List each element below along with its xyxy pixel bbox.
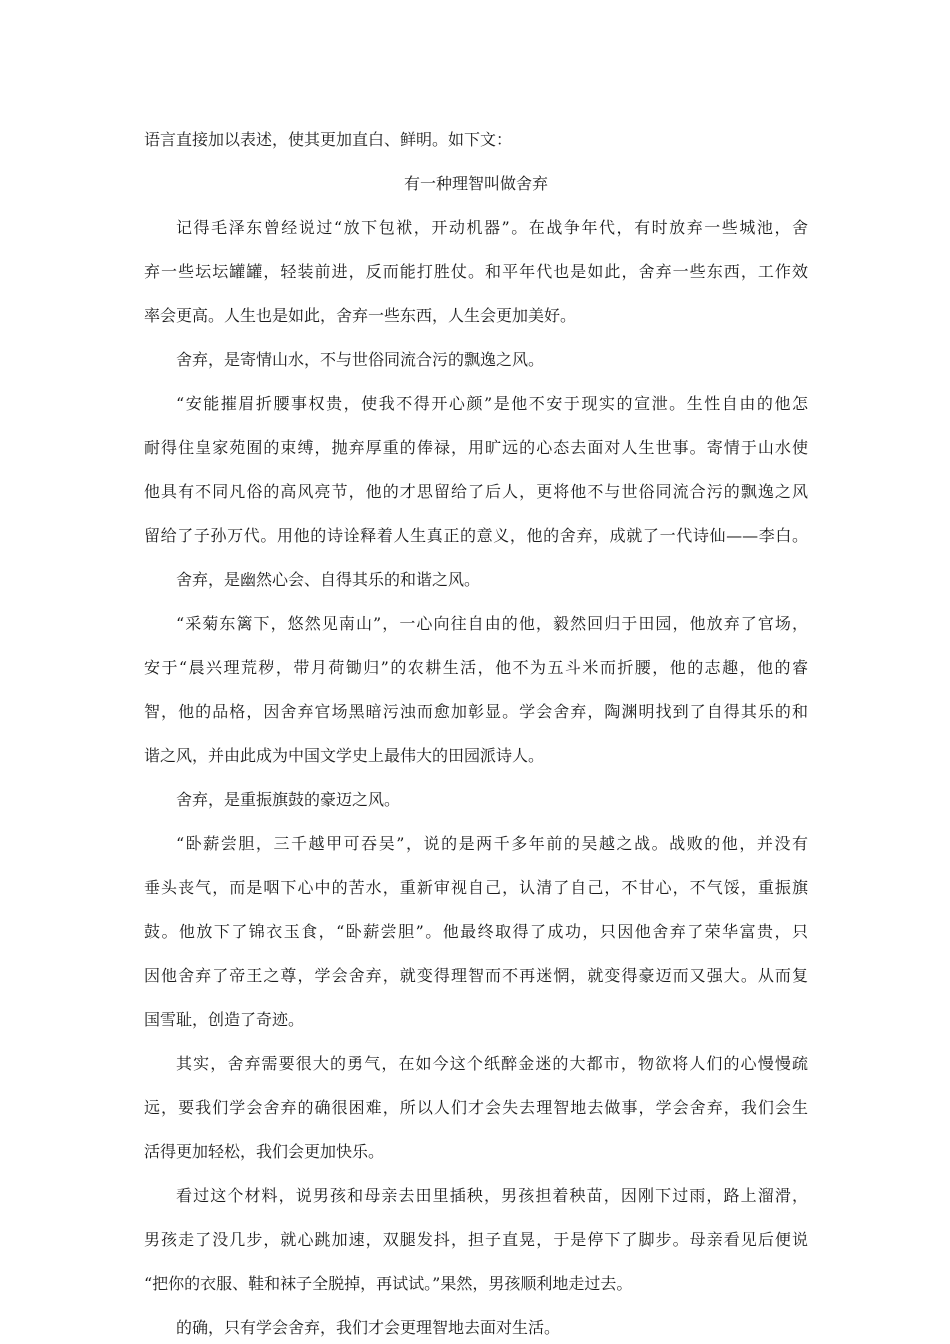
text-line: 鼓。他放下了锦衣玉食，“卧薪尝胆”。他最终取得了成功，只因他舍弃了荣华富贵，只	[144, 922, 808, 941]
text-line: 看过这个材料，说男孩和母亲去田里插秧，男孩担着秧苗，因刚下过雨，路上溜滑，	[176, 1186, 808, 1205]
text-line: 安于“晨兴理荒秽，带月荷锄归”的农耕生活，他不为五斗米而折腰，他的志趣，他的睿	[144, 658, 808, 677]
text-line: 其实，舍弃需要很大的勇气，在如今这个纸醉金迷的大都市，物欲将人们的心慢慢疏	[176, 1054, 808, 1073]
text-line: 男孩走了没几步，就心跳加速，双腿发抖，担子直晃，于是停下了脚步。母亲看见后便说	[144, 1230, 808, 1249]
text-line: 弃一些坛坛罐罐，轻装前进，反而能打胜仗。和平年代也是如此，舍弃一些东西，工作效	[144, 262, 808, 281]
text-line: 的确，只有学会舍弃，我们才会更理智地去面对生活。	[176, 1318, 561, 1337]
text-line: “把你的衣服、鞋和袜子全脱掉，再试试。”果然，男孩顺利地走过去。	[144, 1274, 633, 1293]
text-line: 智，他的品格，因舍弃官场黑暗污浊而愈加彰显。学会舍弃，陶渊明找到了自得其乐的和	[144, 702, 808, 721]
text-line: 记得毛泽东曾经说过“放下包袱，开动机器”。在战争年代，有时放弃一些城池，舍	[176, 218, 808, 237]
text-line: 谐之风，并由此成为中国文学史上最伟大的田园派诗人。	[144, 746, 545, 765]
section-heading: 舍弃，是寄情山水，不与世俗同流合污的飘逸之风。	[176, 350, 545, 369]
text-line: 因他舍弃了帝王之尊，学会舍弃，就变得理智而不再迷惘，就变得豪迈而又强大。从而复	[144, 966, 808, 985]
text-line: 耐得住皇家苑囿的束缚，抛弃厚重的俸禄，用旷远的心态去面对人生世事。寄情于山水使	[144, 438, 808, 457]
document-body	[144, 124, 808, 1344]
text-line: 他具有不同凡俗的高风亮节，他的才思留给了后人，更将他不与世俗同流合污的飘逸之风	[144, 482, 808, 501]
text-line: 率会更高。人生也是如此，舍弃一些东西，人生会更加美好。	[144, 306, 577, 325]
text-line: “采菊东篱下，悠然见南山”，一心向往自由的他，毅然回归于田园，他放弃了官场，	[176, 614, 808, 633]
text-line: 留给了子孙万代。用他的诗诠释着人生真正的意义，他的舍弃，成就了一代诗仙——李白。	[144, 526, 808, 545]
text-line: 垂头丧气，而是咽下心中的苦水，重新审视自己，认清了自己，不甘心，不气馁，重振旗	[144, 878, 808, 897]
text-line: “安能摧眉折腰事权贵，使我不得开心颜”是他不安于现实的宣泄。生性自由的他怎	[176, 394, 808, 413]
section-heading: 舍弃，是幽然心会、自得其乐的和谐之风。	[176, 570, 481, 589]
text-line: 活得更加轻松，我们会更加快乐。	[144, 1142, 385, 1161]
section-heading: 舍弃，是重振旗鼓的豪迈之风。	[176, 790, 401, 809]
text-line: “卧薪尝胆，三千越甲可吞吴”，说的是两千多年前的吴越之战。战败的他，并没有	[176, 834, 808, 853]
text-line: 语言直接加以表述，使其更加直白、鲜明。如下文：	[144, 130, 513, 149]
essay-title: 有一种理智叫做舍弃	[403, 174, 548, 193]
text-line: 远，要我们学会舍弃的确很困难，所以人们才会失去理智地去做事，学会舍弃，我们会生	[144, 1098, 808, 1117]
text-line: 国雪耻，创造了奇迹。	[144, 1010, 305, 1029]
